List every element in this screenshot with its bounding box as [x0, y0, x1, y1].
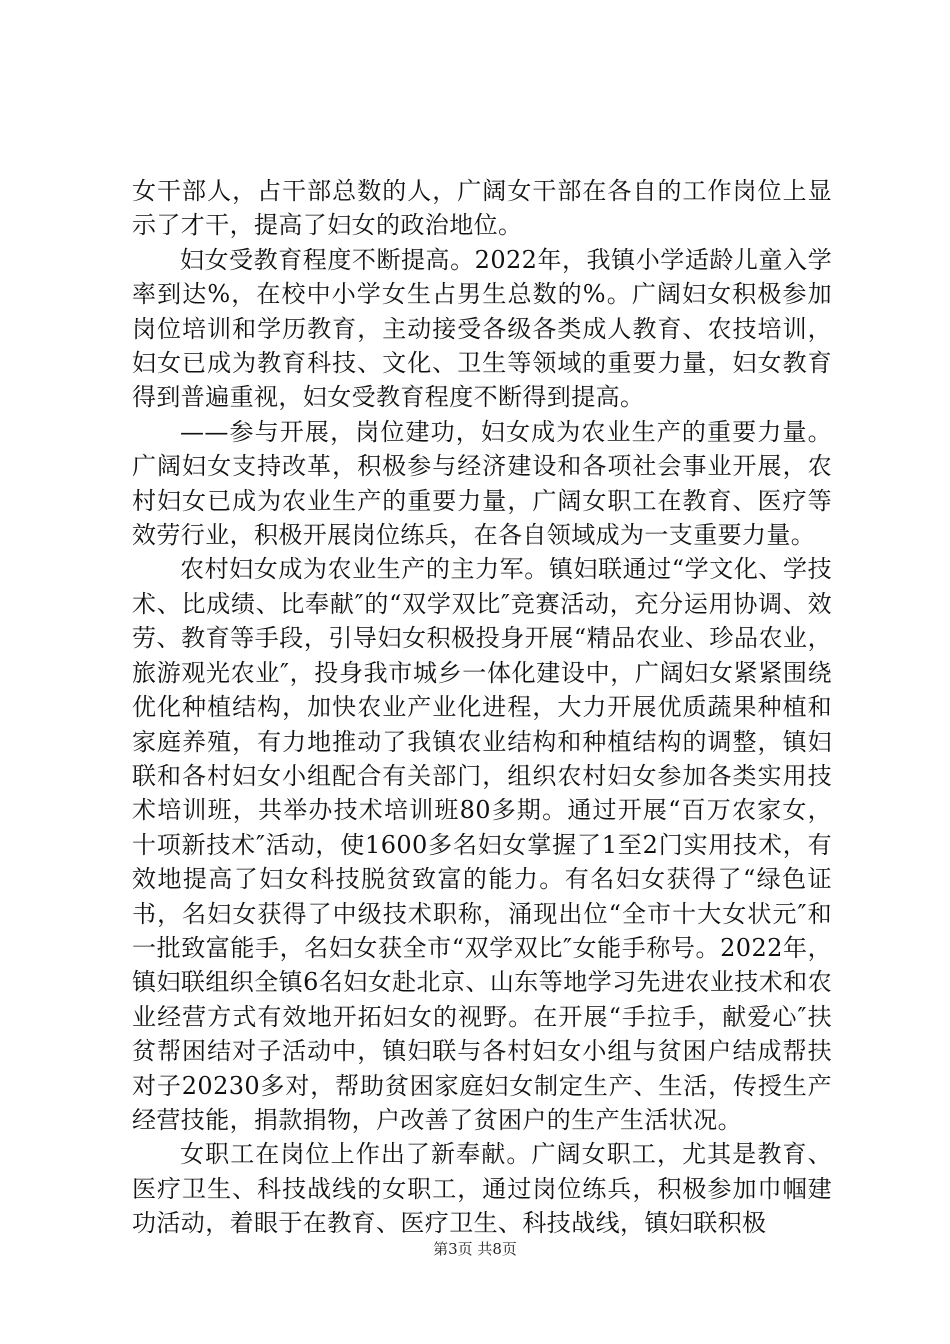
paragraph-female-workers: 女职工在岗位上作出了新奉献。广阔女职工，尤其是教育、医疗卫生、科技战线的女职工，通过岗位练兵，积极参加巾帼建功活动，着眼于在教育、医疗卫生、科技战线，镇妇联积极	[132, 1140, 832, 1238]
paragraph-participation: ——参与开展，岗位建功，妇女成为农业生产的重要力量。广阔妇女支持改革，积极参与经济建设和各项社会事业开展，农村妇女已成为农业生产的重要力量，广阔女职工在教育、医疗等效劳行业，积极开展岗位练兵，在各自领域成为一支重要力量。	[132, 417, 832, 550]
paragraph-rural-women: 农村妇女成为农业生产的主力军。镇妇联通过“学文化、学技术、比成绩、比奉献″的“双学双比″竞赛活动，充分运用协调、效劳、教育等手段，引导妇女积极投身开展“精品农业、珍品农业，旅游观光农业″，投身我市城乡一体化建设中，广阔妇女紧紧围绕优化种植结构，加快农业产业化进程，大力开展优质蔬果种植和家庭养殖，有力地推动了我镇农业结构和种植结构的调整，镇妇联和各村妇女小组配合有关部门，组织农村妇女参加各类实用技术培训班，共举办技术培训班80多期。通过开展“百万农家女，十项新技术″活动，使1600多名妇女掌握了1至2门实用技术，有效地提高了妇女科技脱贫致富的能力。有名妇女获得了“绿色证书，名妇女获得了中级技术职称，涌现出位“全市十大女状元″和一批致富能手，名妇女获全市“双学双比″女能手称号。2022年，镇妇联组织全镇6名妇女赴北京、山东等地学习先进农业技术和农业经营方式有效地开拓妇女的视野。在开展“手拉手，献爱心″扶贫帮困结对子活动中，镇妇联与各村妇女小组与贫困户结成帮扶对子20230多对，帮助贫困家庭妇女制定生产、生活，传授生产经营技能，捐款捐物，户改善了贫困户的生产生活状况。	[132, 555, 832, 1134]
body-text	[132, 174, 832, 1241]
paragraph-women-cadres: 女干部人，占干部总数的人，广阔女干部在各自的工作岗位上显示了才干，提高了妇女的政治地位。	[132, 177, 832, 240]
page-number: 第3页 共8页	[433, 1240, 517, 1258]
page-footer	[0, 1238, 950, 1259]
paragraph-education: 妇女受教育程度不断提高。2022年，我镇小学适龄儿童入学率到达%，在校中小学女生占男生总数的%。广阔妇女积极参加岗位培训和学历教育，主动接受各级各类成人教育、农技培训，妇女已成为教育科技、文化、卫生等领域的重要力量，妇女教育得到普遍重视，妇女受教育程度不断得到提高。	[132, 245, 832, 412]
